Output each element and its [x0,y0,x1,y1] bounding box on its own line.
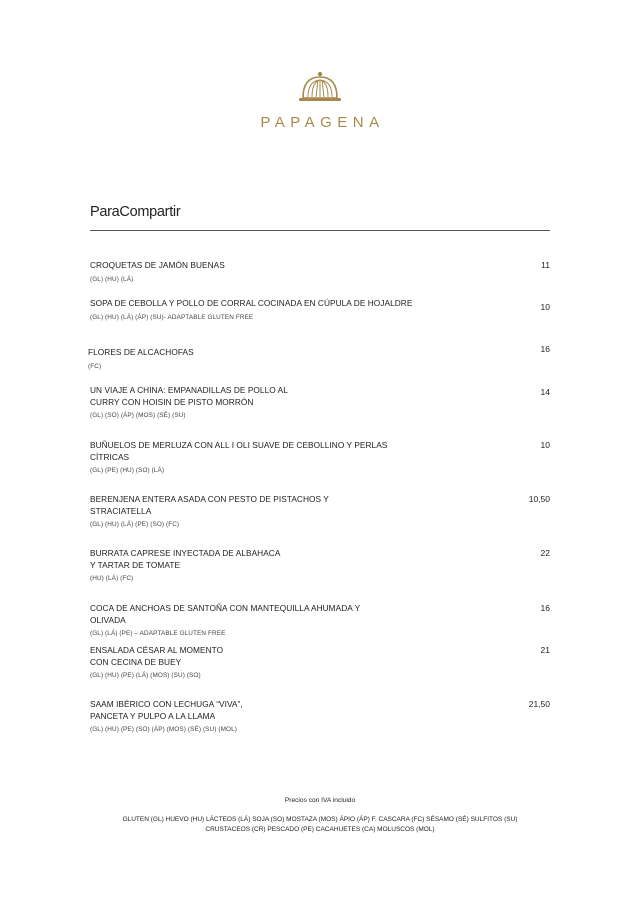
item-allergens: (GL) (HU) (LÁ) [90,275,134,283]
item-price: 14 [540,387,550,397]
item-allergens: (GL) (HU) (LÁ) (ÁP) (SU)- ADAPTABLE GLUTEN FREE [90,313,254,321]
item-allergens: (GL) (PE) (HU) (SO) (LÁ) [90,467,165,474]
item-price: 16 [540,603,550,613]
item-name [90,385,550,408]
item-name: FLORES DE ALCACHOFAS [88,347,194,357]
cloche-icon [297,70,343,104]
menu-item [90,603,550,637]
item-name-line: CÍTRICAS [90,451,130,462]
item-allergens: (GL) (HU) (PE) (LÁ) (MOS) (SU) (SO) [90,672,201,679]
logo [0,70,640,131]
item-name: CROQUETAS DE JAMÓN BUENAS [90,260,225,270]
allergen-legend-line: GLUTEN (GL) HUEVO (HU) LÁCTEOS (LÁ) SOJA (SO) MOSTAZA (MOS) ÁPIO (ÁP) F. CASCARA (FC) SÉSAMO (SÉ) SULFITOS (SU) [122,816,518,823]
item-name-line: PANCETA Y PULPO A LA LLAMA [90,710,216,721]
item-name-line: Y TARTAR DE TOMATE [90,559,181,570]
item-price: 21,50 [528,699,550,709]
brand-name: PAPAGENA [260,114,385,131]
item-price: 16 [540,344,550,354]
menu-item [90,548,550,582]
item-allergens: (FC) [88,362,102,370]
menu-item [90,699,550,733]
item-name [90,645,550,668]
item-price: 11 [541,260,550,270]
allergen-legend-line: CRUSTACEOS (CR) PESCADO (PE) CACAHUETES (CA) MOLUSCOS (MOL) [205,826,435,833]
item-allergens: (GL) (HU) (PE) (SO) (ÁP) (MOS) (SÉ) (SU) (MOL) [90,726,237,733]
item-price: 10 [540,302,550,312]
menu-item [88,344,550,370]
item-name-line: STRACIATELLA [90,505,152,516]
item-name: SOPA DE CEBOLLA Y POLLO DE CORRAL COCINADA EN CÚPULA DE HOJALDRE [90,298,413,308]
iva-note: Precios con IVA incluido [284,797,356,804]
item-name-line: OLIVADA [90,614,126,625]
item-allergens: (GL) (LÁ) (PE) – ADAPTABLE GLUTEN FREE [90,630,226,637]
item-name-line: BUÑUELOS DE MERLUZA CON ALL I OLI SUAVE DE CEBOLLINO Y PERLAS [90,440,388,450]
item-allergens: (HU) (LÁ) (FC) [90,575,134,582]
item-name-line: SAAM IBÉRICO CON LECHUGA “VIVA”, [90,699,243,709]
menu-item [90,385,550,419]
menu-item [90,260,550,283]
item-name [90,440,550,463]
item-name-line: COCA DE ANCHOAS DE SANTOÑA CON MANTEQUILLA AHUMADA Y [90,603,361,613]
item-name [90,548,550,571]
item-price: 10 [540,440,550,450]
menu-item [90,298,550,321]
menu-item [90,494,550,528]
item-name [90,699,550,722]
item-name-line: CON CECINA DE BUEY [90,656,182,667]
item-price: 22 [540,548,550,558]
item-name-line: ENSALADA CÉSAR AL MOMENTO [90,645,224,655]
item-price: 21 [540,645,550,655]
item-name [90,494,550,517]
item-name-line: BERENJENA ENTERA ASADA CON PESTO DE PISTACHOS Y [90,494,329,504]
section-title: ParaCompartir [90,204,181,220]
menu-item [90,645,550,679]
item-name-line: UN VIAJE A CHINA: EMPANADILLAS DE POLLO AL [90,385,288,395]
allergen-legend [0,815,640,835]
item-name-line: BURRATA CAPRESE INYECTADA DE ALBAHACA [90,548,281,558]
item-name [90,603,550,626]
menu-item [90,440,550,474]
item-allergens: (GL) (SO) (ÁP) (MOS) (SÉ) (SU) [90,412,186,419]
item-allergens: (GL) (HU) (LÁ) (PE) (SO) (FC) [90,521,180,528]
item-price: 10,50 [528,494,550,504]
divider [90,230,550,231]
item-name-line: CURRY CON HOISIN DE PISTO MORRÓN [90,396,254,407]
